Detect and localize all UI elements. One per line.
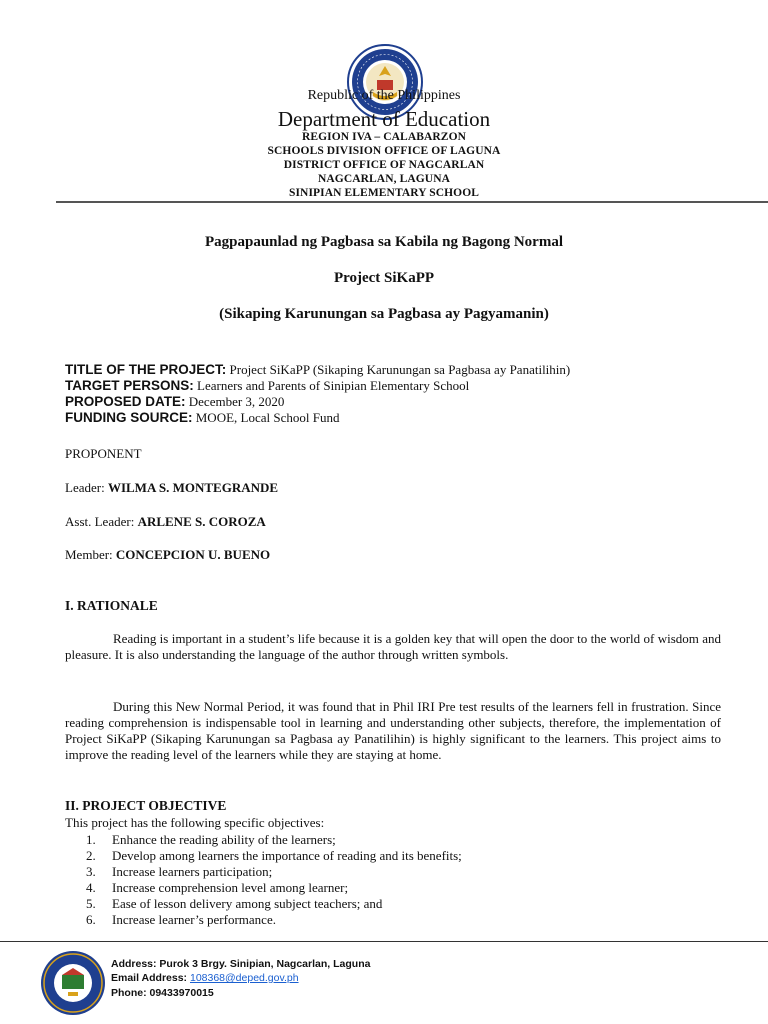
- target-label: TARGET PERSONS:: [65, 378, 194, 393]
- title-row: [65, 362, 721, 378]
- objective-number: 6.: [86, 912, 96, 927]
- asst-leader-row: [65, 514, 721, 530]
- project-title-line3: (Sikaping Karunungan sa Pagbasa ay Pagyamanin): [219, 306, 549, 322]
- objective-text: Enhance the reading ability of the learners;: [112, 832, 336, 847]
- town-text: NAGCARLAN, LAGUNA: [317, 173, 451, 185]
- objective-text: Develop among learners the importance of reading and its benefits;: [112, 848, 462, 863]
- title-label: TITLE OF THE PROJECT:: [65, 362, 227, 377]
- objective-number: 1.: [86, 832, 96, 847]
- project-info: [65, 362, 721, 426]
- footer-email-label: Email Address:: [111, 972, 190, 984]
- footer-address: Address: Purok 3 Brgy. Sinipian, Nagcarlan, Laguna: [111, 958, 371, 970]
- school-logo-icon: [40, 950, 106, 1016]
- objective-text: Ease of lesson delivery among subject teachers; and: [112, 896, 383, 911]
- footer-divider: [0, 941, 768, 942]
- footer-phone: Phone: 09433970015: [111, 987, 214, 999]
- division-text: SCHOOLS DIVISION OFFICE OF LAGUNA: [267, 145, 501, 157]
- objective-item: [65, 832, 721, 848]
- title-value: Project SiKaPP (Sikaping Karunungan sa Pagbasa ay Panatilihin): [226, 362, 571, 377]
- objective-number: 2.: [86, 848, 96, 863]
- objective-item: [65, 880, 721, 896]
- objective-number: 4.: [86, 880, 96, 895]
- date-row: [65, 394, 721, 410]
- project-title-line1: Pagpapaunlad ng Pagbasa sa Kabila ng Bagong Normal: [204, 234, 563, 250]
- asst-leader-name: ARLENE S. COROZA: [137, 514, 266, 529]
- funding-label: FUNDING SOURCE:: [65, 410, 193, 425]
- date-value: December 3, 2020: [185, 394, 285, 409]
- leader-row: [65, 480, 721, 496]
- target-value: Learners and Parents of Sinipian Elementary School: [193, 378, 470, 393]
- leader-name: WILMA S. MONTEGRANDE: [107, 480, 279, 495]
- objective-text: Increase learners participation;: [112, 864, 273, 879]
- objective-list: [65, 832, 721, 928]
- objective-item: [65, 864, 721, 880]
- objective-text: Increase comprehension level among learner;: [112, 880, 349, 895]
- member-row: [65, 547, 721, 563]
- objective-intro: This project has the following specific objectives:: [65, 815, 325, 830]
- objective-item: [65, 912, 721, 928]
- school-text: SINIPIAN ELEMENTARY SCHOOL: [288, 187, 480, 199]
- target-row: [65, 378, 721, 394]
- member-name: CONCEPCION U. BUENO: [115, 547, 271, 562]
- footer-email-link[interactable]: 108368@deped.gov.ph: [189, 972, 299, 984]
- department-title: Department of Education: [277, 107, 491, 131]
- district-text: DISTRICT OFFICE OF NAGCARLAN: [283, 159, 485, 171]
- objective-text: Increase learner’s performance.: [112, 912, 276, 927]
- funding-value: MOOE, Local School Fund: [192, 410, 340, 425]
- proponent-heading: PROPONENT: [65, 446, 142, 461]
- footer-email-row: [111, 972, 299, 984]
- project-title-line2: Project SiKaPP: [333, 270, 435, 286]
- objective-heading: II. PROJECT OBJECTIVE: [65, 798, 227, 813]
- objective-number: 3.: [86, 864, 96, 879]
- header-divider: [56, 201, 768, 203]
- rationale-paragraph-1: Reading is important in a student’s life because it is a golden key that will open the door to the world of wisdom and pleasure. It is also understanding the language of the author through written symbols.: [65, 631, 721, 662]
- region-text: REGION IVA – CALABARZON: [301, 131, 467, 143]
- rationale-heading: I. RATIONALE: [65, 598, 158, 613]
- republic-text: Republic of the Philippines: [307, 88, 461, 103]
- objective-number: 5.: [86, 896, 96, 911]
- date-label: PROPOSED DATE:: [65, 394, 186, 409]
- asst-leader-label: Asst. Leader:: [65, 514, 138, 529]
- rationale-paragraph-2: During this New Normal Period, it was found that in Phil IRI Pre test results of the learners fell in frustration. Since reading comprehension is indispensable tool in learning and understanding other subjects, therefore, the implementation of Project SiKaPP (Sikaping Karunungan sa Pagbasa ay Panatilihin) is highly significant to the learners. This project aims to improve the reading level of the learners while they are staying at home.: [65, 699, 721, 762]
- objective-item: [65, 896, 721, 912]
- member-label: Member:: [65, 547, 116, 562]
- leader-label: Leader:: [65, 480, 108, 495]
- objective-item: [65, 848, 721, 864]
- funding-row: [65, 410, 721, 426]
